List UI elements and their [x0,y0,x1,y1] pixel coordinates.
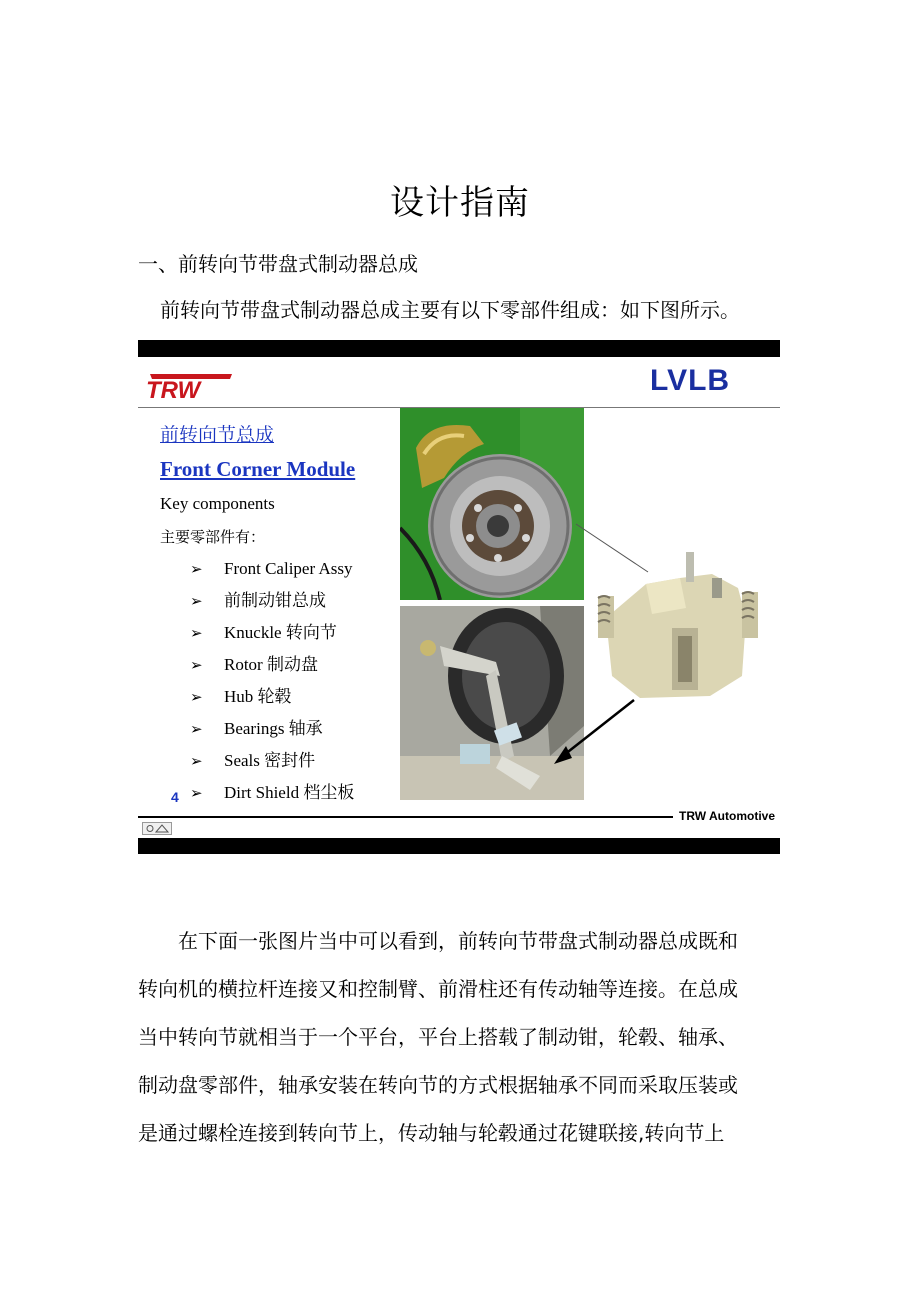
component-label: Dirt Shield 档尘板 [224,783,355,802]
list-item [190,654,354,686]
component-label: 前制动钳总成 [224,591,326,610]
component-label: Front Caliper Assy [224,559,353,578]
intro-text: 前转向节带盘式制动器总成主要有以下零部件组成：如下图所示。 [160,298,740,322]
disc-brake-assembly-photo [400,408,584,600]
component-label: Seals 密封件 [224,751,316,770]
list-item [190,750,354,782]
document-title: 设计指南 [390,182,530,223]
paragraph-line: 在下面一张图片当中可以看到，前转向节带盘式制动器总成既和 [178,929,738,953]
slide-code: LVLB [650,364,731,397]
arrow-bullet-icon: ➢ [190,562,203,578]
arrow-bullet-icon: ➢ [190,722,203,738]
list-item [190,558,354,590]
paragraph-line: 制动盘零部件，轴承安装在转向节的方式根据轴承不同而采取压装或 [138,1073,738,1097]
arrow-bullet-icon: ➢ [190,626,203,642]
arrow-bullet-icon: ➢ [190,658,203,674]
embedded-slide [138,340,780,854]
component-label: Knuckle 转向节 [224,623,337,642]
list-item [190,686,354,718]
caliper-photo [586,548,780,716]
slide-bottom-bar [138,838,780,854]
component-list [190,558,354,814]
paragraph-line: 当中转向节就相当于一个平台，平台上搭载了制动钳，轮毂、轴承、 [138,1025,738,1049]
slide-top-bar [138,340,780,357]
trw-logo-text: TRW [146,377,201,400]
key-components-cn: 主要零部件有： [160,528,266,546]
slide-nav-icon [142,822,172,835]
list-item [190,782,354,814]
slide-footer-brand: TRW Automotive [679,809,775,823]
body-paragraph [138,917,782,1157]
module-title-cn: 前转向节总成 [160,424,275,446]
section-heading: 一、前转向节带盘式制动器总成 [138,252,418,276]
module-title-en: Front Corner Module [160,457,356,481]
trw-logo [144,370,234,400]
list-item [190,718,354,750]
list-item [190,590,354,622]
paragraph-line: 是通过螺栓连接到转向节上，传动轴与轮毂通过花键联接,转向节上 [138,1121,725,1145]
slide-page-number: 4 [171,789,179,805]
paragraph-line: 转向机的横拉杆连接又和控制臂、前滑柱还有传动轴等连接。在总成 [138,977,738,1001]
component-label: Rotor 制动盘 [224,655,318,674]
arrow-bullet-icon: ➢ [190,594,203,610]
component-label: Hub 轮毂 [224,687,292,706]
arrow-bullet-icon: ➢ [190,754,203,770]
key-components-en: Key components [160,494,275,513]
list-item [190,622,354,654]
component-label: Bearings 轴承 [224,719,323,738]
arrow-bullet-icon: ➢ [190,786,203,802]
slide-footer-rule [138,816,673,818]
arrow-bullet-icon: ➢ [190,690,203,706]
knuckle-assembly-photo [400,606,584,800]
